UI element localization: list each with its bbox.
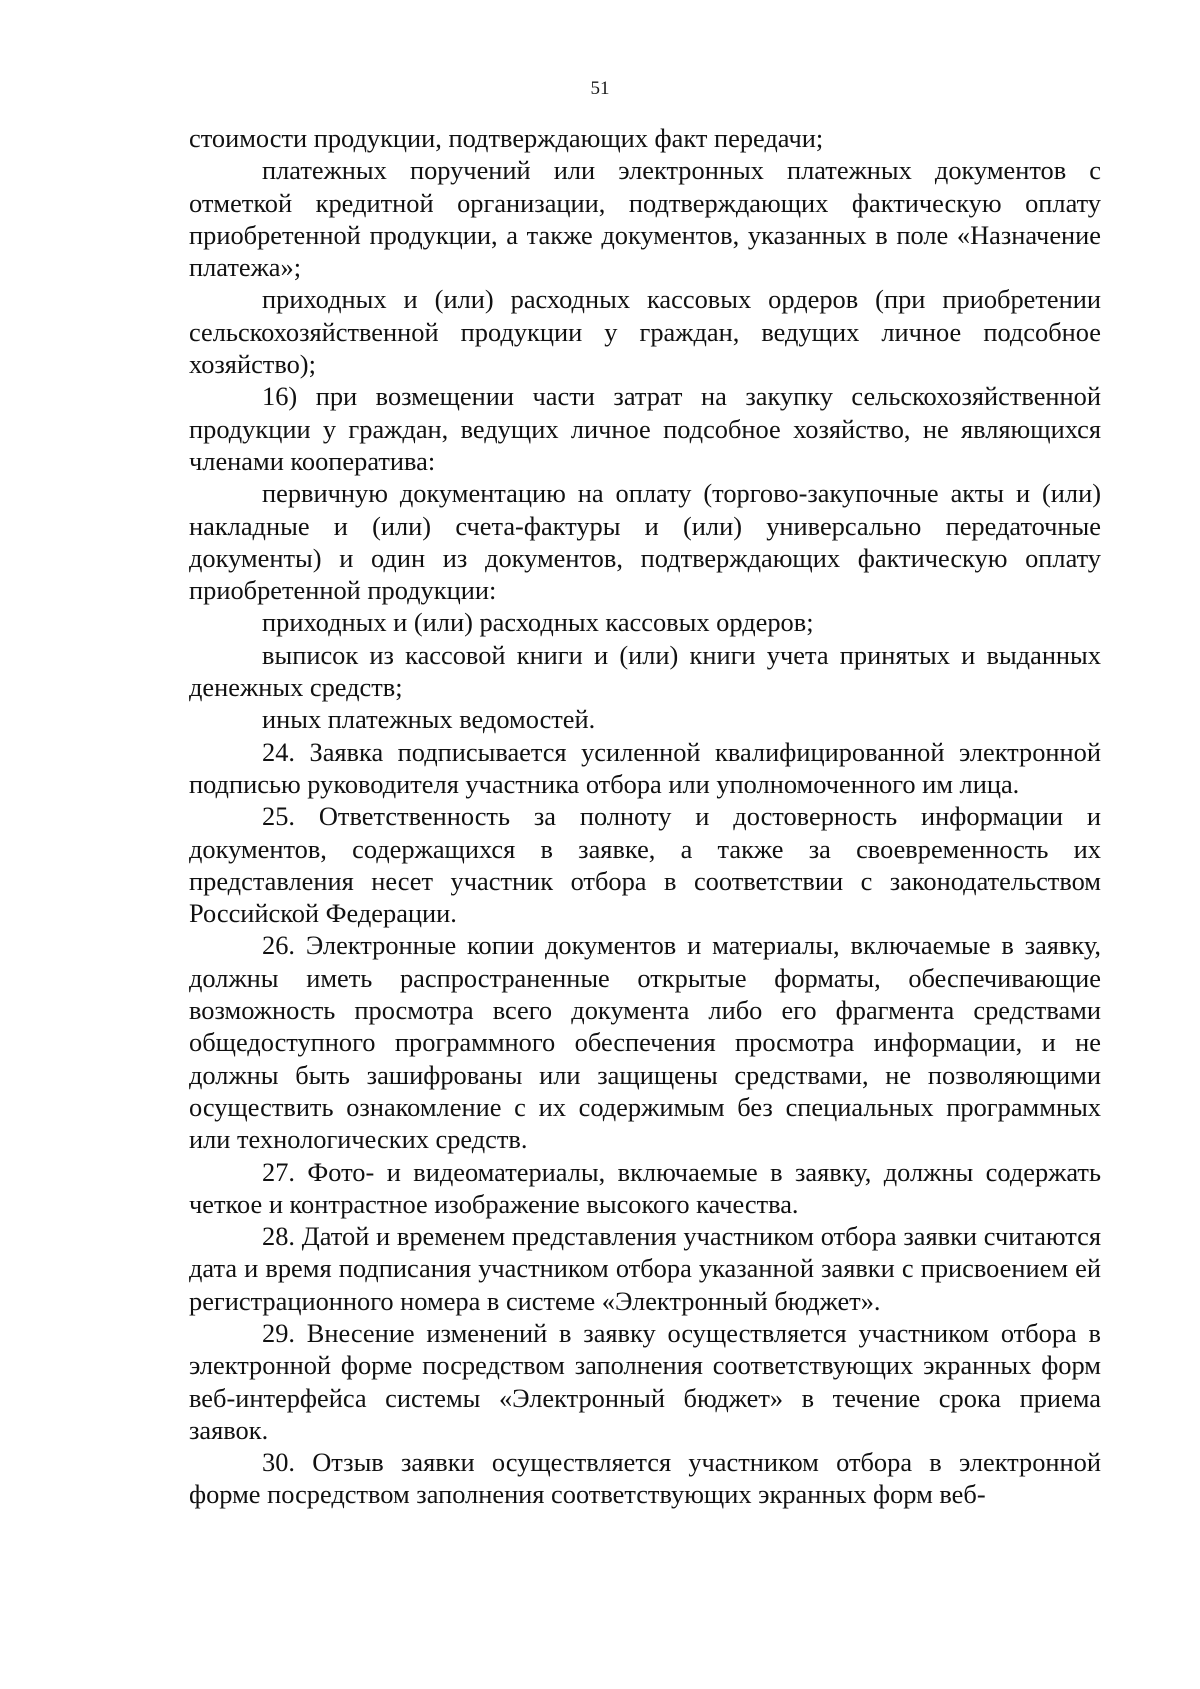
paragraph: приходных и (или) расходных кассовых ордеров;: [262, 607, 814, 638]
page-number: 51: [590, 78, 610, 99]
paragraph: стоимости продукции, подтверждающих факт передачи;: [189, 123, 824, 153]
paragraph: выписок из кассовой книги и (или) книги учета принятых и выданных денежных средств;: [189, 639, 1101, 703]
paragraph: 28. Датой и временем представления участником отбора заявки считаются дата и время подписания участником отбора указанной заявки с присвоением ей регистрационного номера в системе «Электронный бюджет».: [189, 1221, 1101, 1316]
paragraph: 29. Внесение изменений в заявку осуществляется участником отбора в электронной форме посредством заполнения соответствующих экранных форм веб-интерфейса системы «Электронный бюджет» в течение срока приема заявок.: [189, 1317, 1101, 1445]
paragraph: 24. Заявка подписывается усиленной квалифицированной электронной подписью руководителя участника отбора или уполномоченного им лица.: [189, 736, 1101, 799]
paragraph: платежных поручений или электронных платежных документов с отметкой кредитной организации, подтверждающих фактическую оплату приобретенной продукции, а также документов, указанных в поле «Назначение платежа»;: [189, 155, 1101, 283]
paragraph: 25. Ответственность за полноту и достоверность информации и документов, содержащихся в заявке, а также за своевременность их представления несет участник отбора в соответствии с законодательством Российской Федерации.: [189, 801, 1101, 929]
document-body: [189, 122, 1101, 1511]
paragraph: 16) при возмещении части затрат на закупку сельскохозяйственной продукции у граждан, ведущих личное подсобное хозяйство, не являющихся членами кооператива:: [189, 381, 1101, 476]
paragraph: 27. Фото- и видеоматериалы, включаемые в заявку, должны содержать четкое и контрастное изображение высокого качества.: [189, 1156, 1101, 1219]
paragraph: иных платежных ведомостей.: [262, 704, 596, 735]
paragraph: приходных и (или) расходных кассовых ордеров (при приобретении сельскохозяйственной продукции у граждан, ведущих личное подсобное хозяйство);: [189, 284, 1101, 380]
paragraph: 30. Отзыв заявки осуществляется участником отбора в электронной форме посредством заполнения соответствующих экранных форм веб-: [189, 1447, 1101, 1510]
paragraph: 26. Электронные копии документов и материалы, включаемые в заявку, должны иметь распространенные открытые форматы, обеспечивающие возможность просмотра всего документа либо его фрагмента средствами общедоступного программного обеспечения просмотра информации, и не должны быть зашифрованы или защищены средствами, не позволяющими осуществить ознакомление с их содержимым без специальных программных или технологических средств.: [189, 930, 1101, 1155]
paragraph: первичную документацию на оплату (торгово-закупочные акты и (или) накладные и (или) счета-фактуры и (или) универсально передаточные документы) и один из документов, подтверждающих фактическую оплату приобретенной продукции:: [189, 478, 1101, 606]
